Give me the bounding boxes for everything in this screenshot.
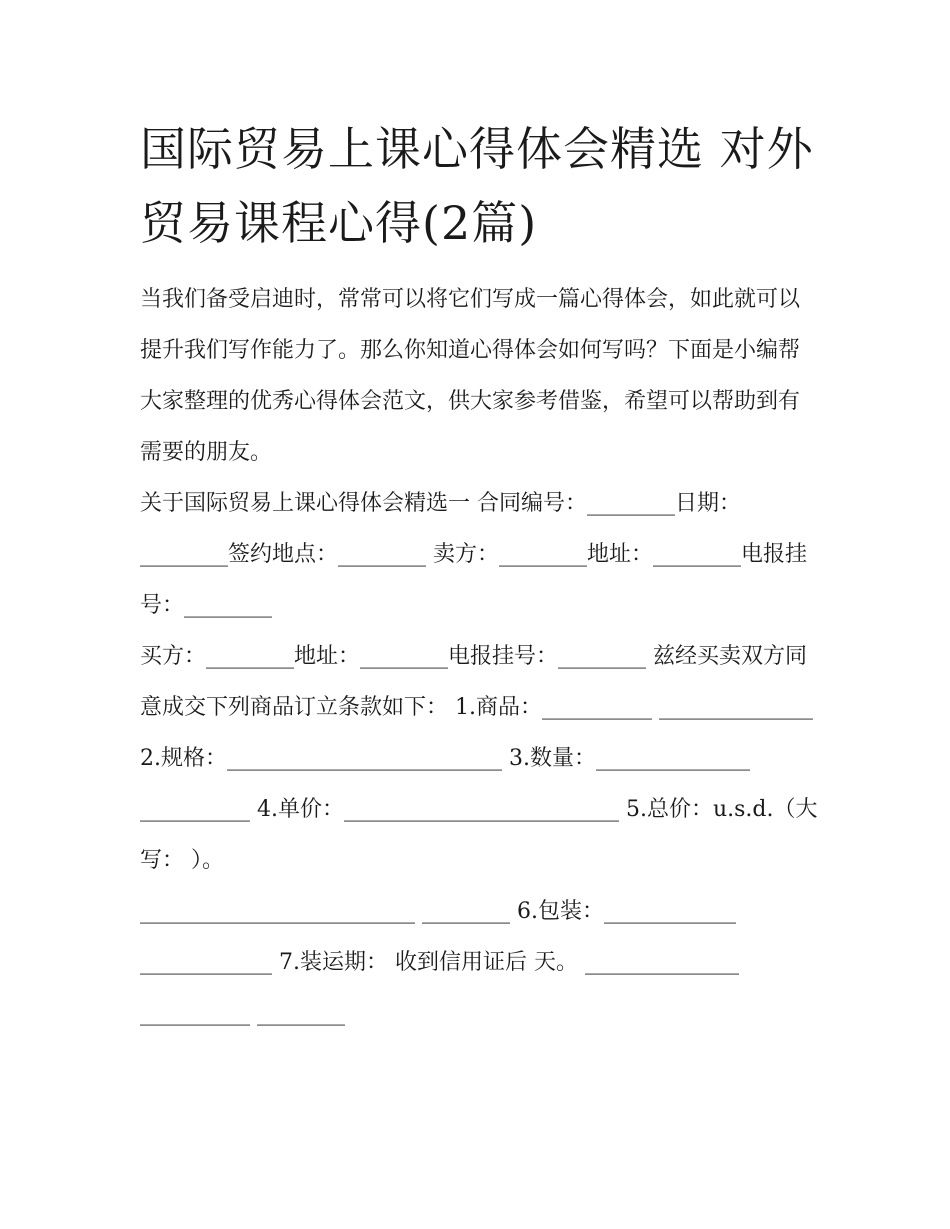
document-page xyxy=(140,112,820,1039)
intro-paragraph: 当我们备受启迪时，常常可以将它们写成一篇心得体会，如此就可以提升我们写作能力了。那么你知道心得体会如何写吗？下面是小编帮大家整理的优秀心得体会范文，供大家参考借鉴，希望可以帮助到有需要的朋友。 xyxy=(140,287,801,465)
contract-header-paragraph: 关于国际贸易上课心得体会精选一 合同编号：________日期：________签约地点：________ 卖方：________地址：________电报挂号：________ xyxy=(140,491,807,618)
buyer-paragraph: 买方：________地址：________电报挂号：________ 兹经买卖双方同意成交下列商品订立条款如下： 1.商品：__________ ______________ xyxy=(140,644,813,720)
packing-paragraph: _________________________ ________ 6.包装：____________ ____________ 7.装运期： 收到信用证后 天。 ______________ __________ ________ xyxy=(140,899,739,1026)
specification-paragraph: 2.规格：_________________________ 3.数量：______________ __________ 4.单价：_________________________ 5.总价：u.s.d.（大写： ）。 xyxy=(140,746,818,873)
document-title: 国际贸易上课心得体会精选 对外贸易课程心得(2篇) xyxy=(140,122,814,250)
